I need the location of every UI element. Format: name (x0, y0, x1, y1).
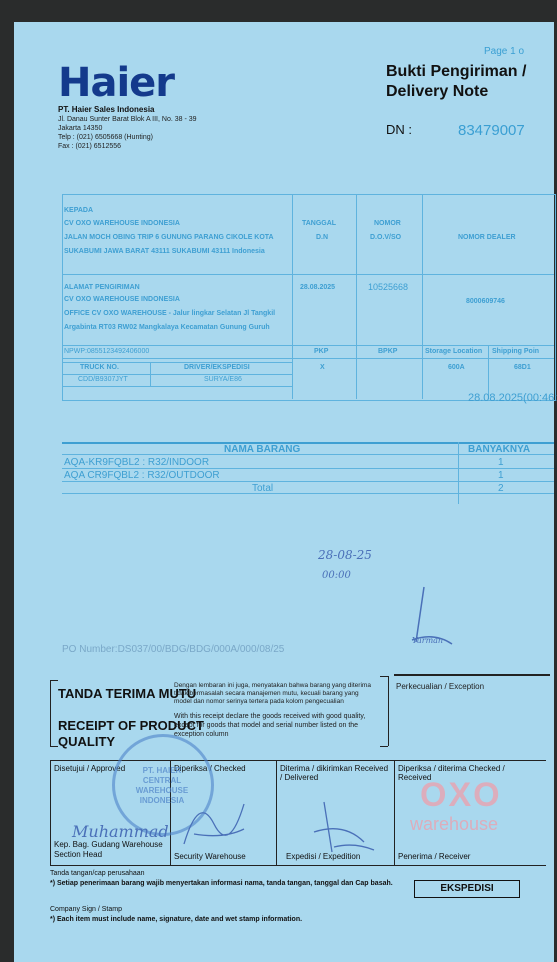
ekspedisi-box: EKSPEDISI (414, 880, 520, 898)
consignee-address-2: SUKABUMI JAWA BARAT 43111 SUKABUMI 43111 Indonesia (64, 248, 265, 255)
pkp-value: X (320, 364, 325, 371)
npwp: NPWP:0855123492406000 (64, 348, 150, 355)
address-line: Jl. Danau Sunter Barat Blok A III, No. 38 - 39 (58, 116, 197, 123)
dealer-number: 8000609746 (466, 298, 505, 305)
storage-location-value: 600A (448, 364, 465, 371)
company-name: PT. Haier Sales Indonesia (58, 105, 155, 114)
expedition-signature-icon (394, 582, 464, 662)
approved-label: Disetujui / Approved (54, 764, 126, 773)
truck-no-header: TRUCK NO. (80, 364, 119, 371)
driver-header: DRIVER/EKSPEDISI (184, 364, 250, 371)
item-qty: 1 (498, 470, 504, 481)
pkp-header: PKP (314, 348, 329, 355)
total-label: Total (252, 483, 274, 494)
title-line-1: Bukti Pengiriman / (386, 63, 527, 80)
company-address (58, 115, 197, 151)
item-name: AQA-KR9FQBL2 : R32/INDOOR (64, 457, 210, 468)
checked-received-label: Diperiksa / diterima Checked / Received (398, 764, 505, 782)
expedition-label: Expedisi / Expedition (286, 852, 361, 861)
receipt-indonesian-text: Dengan lembaran ini juga, menyatakan bahwa barang yang diterima tidak bermasalah secara manajemen mutu, kecuali barang yang model dan nomor serinya tertera pada kolom pengecualian (174, 682, 371, 705)
delivered-label: Diterima / dikirimkan Received / Delivered (280, 764, 389, 782)
driver-value: SURYA/E86 (204, 376, 242, 383)
shipping-name: CV OXO WAREHOUSE INDONESIA (64, 296, 180, 303)
item-qty: 1 (498, 457, 504, 468)
so-number: 10525668 (368, 282, 409, 292)
nama-barang-header: NAMA BARANG (224, 444, 301, 455)
oxo-stamp-sub: warehouse (410, 814, 499, 834)
nomor-dealer-header: NOMOR DEALER (458, 234, 516, 241)
address-line: Jakarta 14350 (58, 125, 103, 132)
document-title (386, 62, 526, 102)
receipt-of-product: RECEIPT OF PRODUCT (58, 718, 204, 733)
section-head-signature: Muhammad (72, 822, 169, 841)
handwritten-time: 00:00 (322, 570, 351, 581)
security-signature-icon (174, 784, 254, 854)
dn-column-label: D.N (316, 234, 329, 241)
delivery-note-paper (14, 22, 557, 962)
section-head-label: Kep. Bag. Gudang Warehouse Section Head (54, 840, 163, 859)
print-timestamp: 28.08.2025(00:46: (468, 392, 557, 404)
footer-note-title-2: Company Sign / Stamp (50, 906, 122, 913)
address-line: Fax : (021) 6512556 (58, 143, 122, 150)
banyaknya-header: BANYAKNYA (468, 444, 531, 455)
oxo-stamp-logo: OXO (420, 776, 502, 814)
shipping-address-1: OFFICE CV OXO WAREHOUSE - Jalur lingkar Selatan Jl Tangkil (64, 310, 276, 317)
shipping-point-value: 68D1 (514, 364, 531, 371)
footer-note-1: *) Setiap penerimaan barang wajib menyertakan informasi nama, tanda tangan, tanggal dan Cap basah. (50, 880, 393, 887)
security-label: Security Warehouse (174, 852, 246, 861)
receiver-label: Penerima / Receiver (398, 852, 471, 861)
bpkp-header: BPKP (378, 348, 398, 355)
dovso-label: D.O.V/SO (370, 234, 402, 241)
address-line: Telp : (021) 6505668 (Hunting) (58, 134, 153, 141)
haier-logo: Haier (58, 60, 175, 106)
alamat-label: ALAMAT PENGIRIMAN (64, 284, 140, 291)
footer-note-title-1: Tanda tangan/cap perusahaan (50, 870, 145, 877)
title-line-2: Delivery Note (386, 83, 489, 100)
handwritten-date: 28-08-25 (318, 548, 372, 562)
shipping-date: 28.08.2025 (300, 284, 336, 291)
item-name: AQA CR9FQBL2 : R32/OUTDOOR (64, 470, 220, 481)
footer-note-2: *) Each item must include name, signature, date and wet stamp information. (50, 916, 303, 923)
truck-no-value: CDD/B9307JYT (78, 376, 128, 383)
page-number: Page 1 o (484, 46, 525, 57)
shipping-point-header: Shipping Poin (492, 348, 540, 355)
tanggal-header: TANGGAL (302, 220, 337, 227)
handwritten-name: Yurman (412, 636, 444, 645)
exception-label: Perkecualian / Exception (396, 682, 485, 691)
total-qty: 2 (498, 483, 504, 494)
kepada-label: KEPADA (64, 207, 94, 214)
dn-number: 83479007 (458, 122, 525, 139)
stamp-text: PT. HAIER CENTRAL WAREHOUSE INDONESIA (135, 766, 189, 805)
consignee-address-1: JALAN MOCH OBING TRIP 6 GUNUNG PARANG CIKOLE KOTA (64, 234, 274, 241)
receipt-english-text: With this receipt declare the goods received with good quality, except for goods that model and serial number listed on the exception column (174, 713, 366, 738)
po-number: PO Number:DS037/00/BDG/BDG/000A/000/08/25 (62, 644, 285, 655)
dn-label: DN : (386, 122, 412, 137)
tanda-terima-mutu: TANDA TERIMA MUTU (58, 686, 197, 701)
quality-label: QUALITY (58, 734, 116, 749)
storage-location-header: Storage Location (425, 348, 483, 355)
nomor-header: NOMOR (374, 220, 401, 227)
shipping-address-2: Argabinta RT03 RW02 Mangkalaya Kecamatan Gunung Guruh (64, 324, 270, 331)
checked-label: Diperiksa / Checked (174, 764, 246, 773)
consignee-name: CV OXO WAREHOUSE INDONESIA (64, 220, 180, 227)
